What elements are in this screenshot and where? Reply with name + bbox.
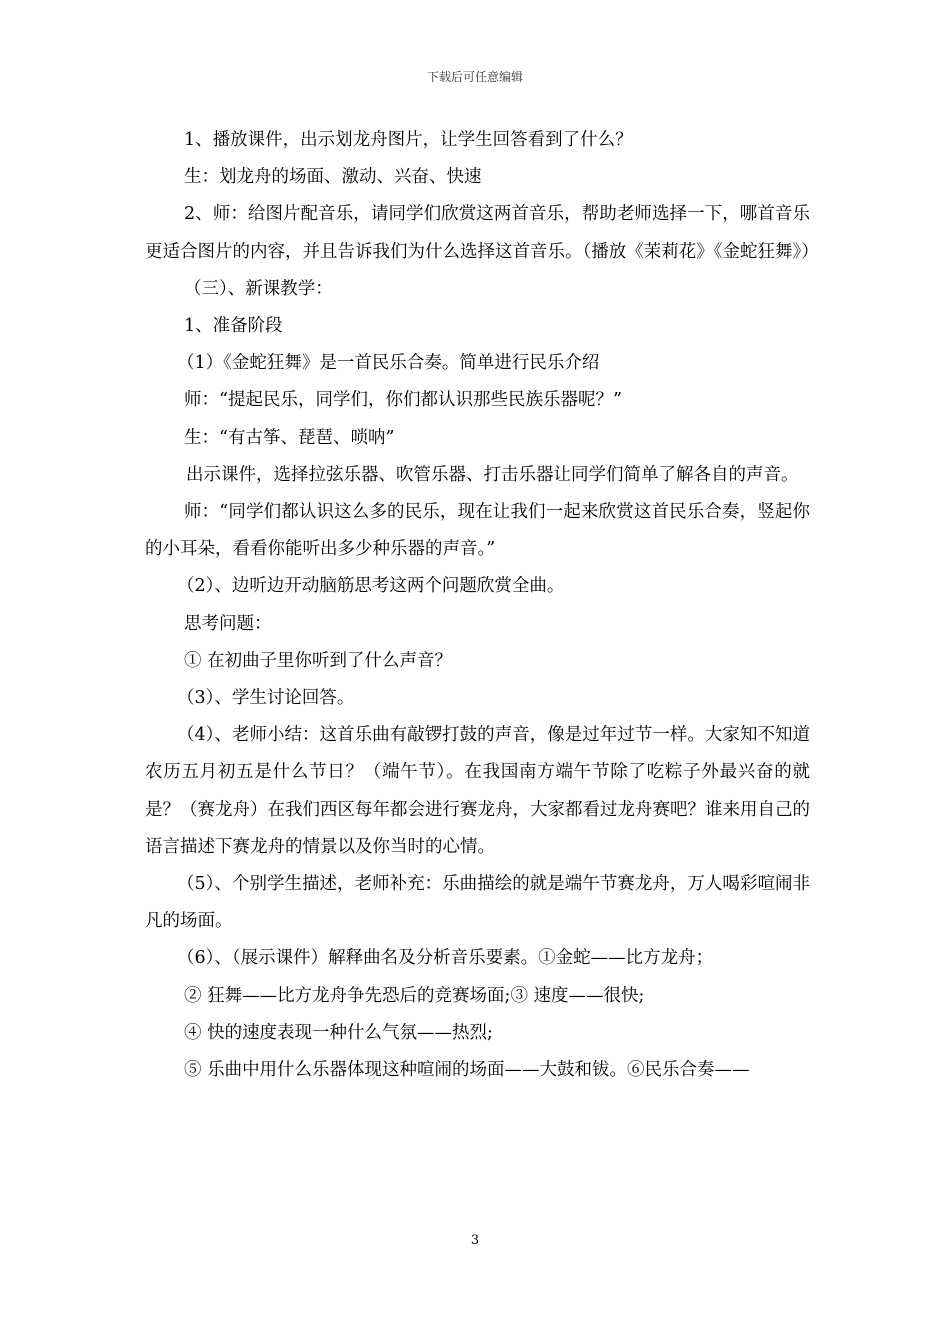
- paragraph: 思考问题：: [184, 613, 272, 634]
- paragraph: 师：“同学们都认识这么多的民乐，现在让我们一起来欣赏这首民乐合奏，竖起你的小耳朵，看看你能听出多少种乐器的声音。”: [145, 502, 810, 560]
- paragraph: 1、播放课件，出示划龙舟图片，让学生回答看到了什么？: [184, 130, 633, 150]
- page-number: 3: [470, 1233, 480, 1248]
- paragraph: ④ 快的速度表现一种什么气氛——热烈;: [184, 1022, 493, 1043]
- paragraph: （4）、老师小结：这首乐曲有敲锣打鼓的声音，像是过年过节一样。大家知不知道农历五月初五是什么节日？（端午节）。在我国南方端午节除了吃粽子外最兴奋的就是？（赛龙舟）在我们西区每年都会进行赛龙舟，大家都看过龙舟赛吧？谁来用自己的语言描述下赛龙舟的情景以及你当时的心情。: [145, 725, 810, 857]
- paragraph: （6）、（展示课件）解释曲名及分析音乐要素。①金蛇——比方龙舟；: [177, 948, 714, 969]
- paragraph: 生：划龙舟的场面、激动、兴奋、快速: [184, 167, 482, 188]
- paragraph: （三）、新课教学：: [184, 278, 333, 299]
- paragraph: （1）《金蛇狂舞》是一首民乐合奏。简单进行民乐介绍: [177, 353, 600, 374]
- paragraph: （2）、边听边开动脑筋思考这两个问题欣赏全曲。: [177, 576, 565, 597]
- paragraph: ① 在初曲子里你听到了什么声音？: [184, 650, 453, 671]
- paragraph: ⑤ 乐曲中用什么乐器体现这种喧闹的场面——大鼓和钹。⑥民乐合奏——: [184, 1060, 750, 1081]
- paragraph: 师：“提起民乐，同学们，你们都认识那些民族乐器呢？”: [184, 390, 622, 411]
- page-header: 下载后可任意编辑: [426, 70, 523, 84]
- paragraph: 2、师：给图片配音乐，请同学们欣赏这两首音乐，帮助老师选择一下，哪首音乐更适合图片的内容，并且告诉我们为什么选择这首音乐。（播放《茉莉花》《金蛇狂舞》）: [145, 204, 819, 262]
- paragraph: ② 狂舞——比方龙舟争先恐后的竞赛场面;③ 速度——很快;: [184, 985, 645, 1006]
- document-body: [145, 122, 819, 1089]
- paragraph: （3）、学生讨论回答。: [177, 688, 355, 709]
- paragraph: （5）、个别学生描述，老师补充：乐曲描绘的就是端午节赛龙舟，万人喝彩喧闹非凡的场面。: [145, 874, 810, 932]
- paragraph: 出示课件，选择拉弦乐器、吹管乐器、打击乐器让同学们简单了解各自的声音。: [186, 464, 799, 485]
- paragraph: 生：“有古筝、琵琶、唢呐”: [184, 427, 395, 448]
- paragraph: 1、准备阶段: [184, 316, 283, 337]
